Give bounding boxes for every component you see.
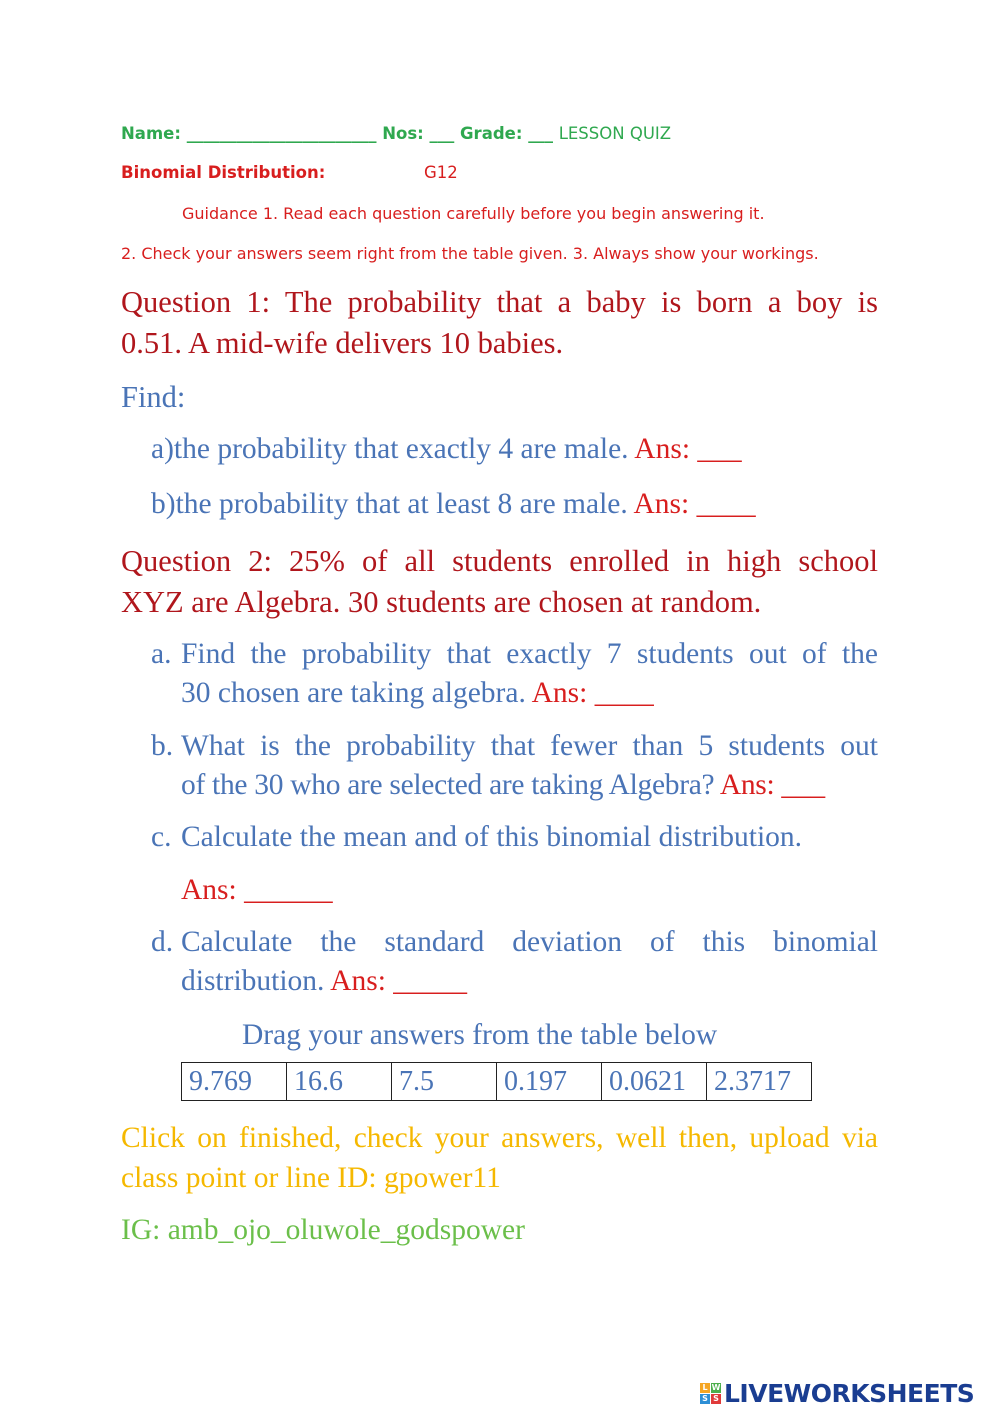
name-row <box>121 124 671 143</box>
q2-item-a-line-2-row <box>181 677 654 710</box>
q1-item-a-marker: a) <box>151 433 174 465</box>
q1-item-b-answer[interactable]: Ans: ____ <box>633 488 756 520</box>
q1-item-a <box>151 433 742 466</box>
footer-line-2: class point or line ID: gpower11 <box>121 1162 501 1194</box>
q2-item-b-line-2: of the 30 who are selected are taking Algebra? <box>181 769 715 801</box>
nos-label: Nos: <box>382 124 424 143</box>
logo-tile: S <box>700 1394 710 1404</box>
answer-option[interactable]: 9.769 <box>182 1063 287 1101</box>
name-blank[interactable]: _______________________ <box>186 124 377 143</box>
q2-item-c-answer[interactable]: Ans: ______ <box>181 874 333 906</box>
question-2-line-2: XYZ are Algebra. 30 students are chosen at random. <box>121 585 762 619</box>
name-label: Name: <box>121 124 181 143</box>
question-1-line-2: 0.51. A mid-wife delivers 10 babies. <box>121 326 564 360</box>
q1-item-a-answer[interactable]: Ans: ___ <box>634 433 742 465</box>
logo-tiles-icon <box>700 1383 721 1404</box>
quiz-label: LESSON QUIZ <box>558 124 672 143</box>
q2-item-c-line-1: Calculate the mean and of this binomial distribution. <box>181 821 803 853</box>
guidance-line-2: 2. Check your answers seem right from the table given. 3. Always show your workings. <box>121 244 819 263</box>
q2-item-c-marker: c. <box>151 821 172 853</box>
q2-item-d-line-2: distribution. <box>181 965 325 997</box>
answer-option[interactable]: 16.6 <box>287 1063 392 1101</box>
q2-item-a-line-1: Find the probability that exactly 7 students out of the <box>181 638 878 670</box>
logo-tile: S <box>711 1394 721 1404</box>
logo-tile: L <box>700 1383 710 1393</box>
q2-item-b-line-1: What is the probability that fewer than 5 students out <box>181 730 878 762</box>
q2-item-b-marker: b. <box>151 730 174 762</box>
q1-item-b-text: the probability that at least 8 are male. <box>175 488 628 520</box>
answer-option[interactable]: 7.5 <box>392 1063 497 1101</box>
question-1-line-1: Question 1: The probability that a baby is born a boy is <box>121 285 878 319</box>
answer-option[interactable]: 2.3717 <box>707 1063 812 1101</box>
liveworksheets-logo[interactable] <box>700 1378 974 1408</box>
q2-item-a-line-2: 30 chosen are taking algebra. <box>181 677 526 709</box>
nos-blank[interactable]: ___ <box>429 124 455 143</box>
grade-blank[interactable]: ___ <box>528 124 553 143</box>
q1-item-b-marker: b) <box>151 488 176 520</box>
guidance-line-1: Guidance 1. Read each question carefully before you begin answering it. <box>182 204 765 223</box>
topic-label: Binomial Distribution: <box>121 163 326 182</box>
q2-item-d-line-2-row <box>181 965 467 998</box>
q2-item-d-answer[interactable]: Ans: _____ <box>330 965 468 997</box>
grade-level: G12 <box>424 163 458 182</box>
answer-table <box>181 1062 812 1101</box>
q2-item-d-line-1: Calculate the standard deviation of this binomial <box>181 926 878 958</box>
logo-text: LIVEWORKSHEETS <box>724 1378 975 1408</box>
answer-table-row <box>182 1063 812 1101</box>
footer-line-1: Click on finished, check your answers, well then, upload via <box>121 1122 878 1154</box>
q1-item-a-text: the probability that exactly 4 are male. <box>173 433 629 465</box>
logo-tile: W <box>711 1382 721 1392</box>
instagram-handle: IG: amb_ojo_oluwole_godspower <box>121 1214 525 1246</box>
answer-table-caption: Drag your answers from the table below <box>242 1019 718 1051</box>
q2-item-d-marker: d. <box>151 926 174 958</box>
question-2-line-1: Question 2: 25% of all students enrolled in high school <box>121 544 878 578</box>
q2-item-a-answer[interactable]: Ans: ____ <box>531 677 654 709</box>
q2-item-a-marker: a. <box>151 638 172 670</box>
q2-item-b-line-2-row <box>181 769 825 802</box>
q2-item-b-answer[interactable]: Ans: ___ <box>719 769 825 801</box>
answer-option[interactable]: 0.0621 <box>602 1063 707 1101</box>
answer-option[interactable]: 0.197 <box>497 1063 602 1101</box>
q1-item-b <box>151 488 756 521</box>
find-label: Find: <box>121 380 186 414</box>
grade-label: Grade: <box>460 124 523 143</box>
